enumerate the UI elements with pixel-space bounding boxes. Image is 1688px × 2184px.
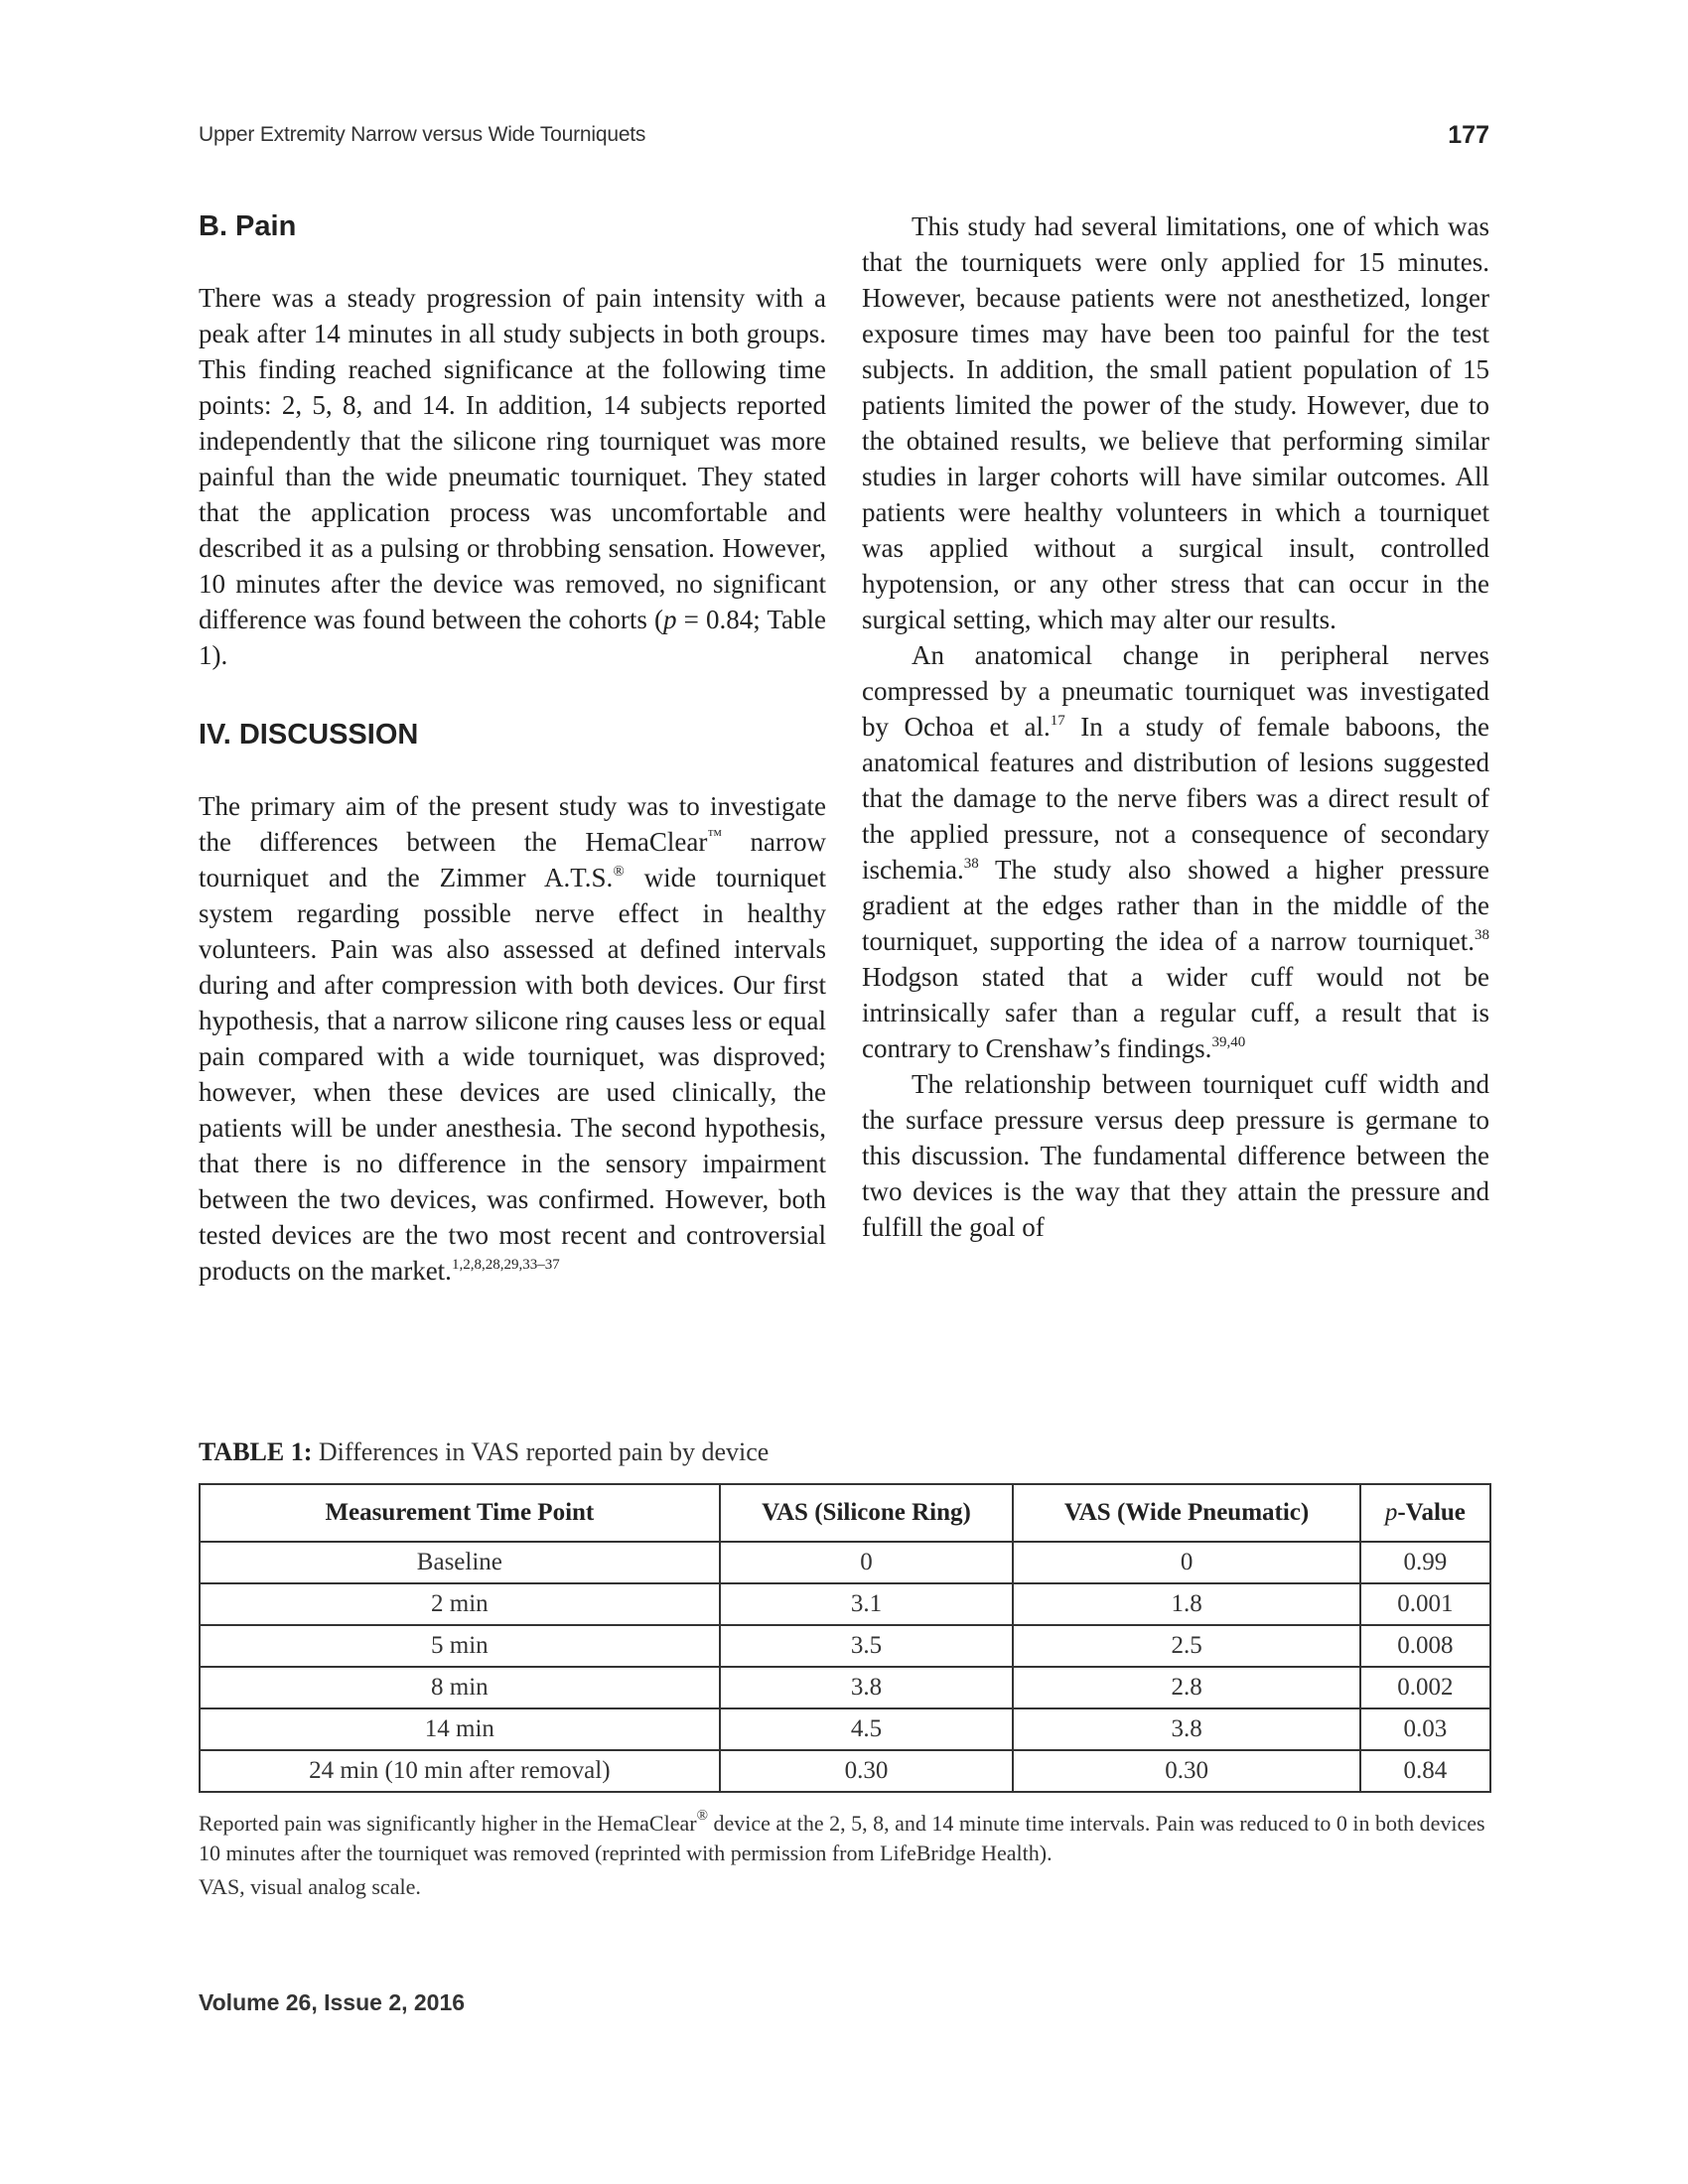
pain-text-2: = 0.84; Table 1). [199, 605, 826, 670]
citation-38b: 38 [1475, 927, 1489, 943]
table-cell: 4.5 [720, 1708, 1014, 1750]
running-title: Upper Extremity Narrow versus Wide Tourniquets [199, 123, 646, 146]
table-cell: 0.99 [1360, 1542, 1490, 1583]
table-row [200, 1583, 1490, 1625]
table-cell: 0.002 [1360, 1667, 1490, 1708]
vas-pain-table [199, 1483, 1491, 1793]
table-caption [199, 1437, 769, 1467]
note-registered-symbol: ® [696, 1808, 708, 1824]
table-row [200, 1625, 1490, 1667]
left-column [199, 208, 826, 1289]
table-note-text [199, 1809, 1499, 1868]
header-p-value [1360, 1484, 1490, 1542]
header-wide: VAS (Wide Pneumatic) [1013, 1484, 1359, 1542]
table-row [200, 1708, 1490, 1750]
p-rest: -Value [1397, 1499, 1466, 1526]
table-cell: 0 [1013, 1542, 1359, 1583]
relationship-paragraph: The relationship between tourniquet cuff width and the surface pressure versus deep pressure is germane to this discussion. The fundamental difference between the two devices is the way that they attain the pressure and fulfill the goal of [862, 1069, 1489, 1242]
discussion-text-2: narrow tourniquet and the Zimmer A.T.S. [199, 827, 827, 892]
table-cell: 24 min (10 min after removal) [200, 1750, 720, 1792]
table-cell: 0.30 [720, 1750, 1014, 1792]
anatomical-text-a: An anatomical change in peripheral nerves compressed by a pneumatic tourniquet was investigated by Ochoa et al. [862, 640, 1489, 742]
page-number: 177 [1448, 121, 1489, 149]
note-text-2: device at the 2, 5, 8, and 14 minute time intervals. Pain was reduced to 0 in both devices 10 minutes after the tourniquet was removed (reprinted with permission from LifeBridge Health). [199, 1811, 1485, 1865]
discussion-citation: 1,2,8,28,29,33–37 [451, 1257, 560, 1273]
table-row [200, 1667, 1490, 1708]
table-cell: 2.5 [1013, 1625, 1359, 1667]
note-text-1: Reported pain was significantly higher in the HemaClear [199, 1811, 697, 1836]
table-cell: 3.8 [1013, 1708, 1359, 1750]
anatomical-paragraph [862, 637, 1489, 1066]
table-cell: 14 min [200, 1708, 720, 1750]
table-cell: 2 min [200, 1583, 720, 1625]
p-symbol: p [663, 605, 677, 634]
table-row [200, 1750, 1490, 1792]
table-footnote [199, 1809, 1499, 1902]
table-cell: 3.8 [720, 1667, 1014, 1708]
discussion-text-1: The primary aim of the present study was to investigate the differences between the HemaClear [199, 791, 826, 857]
discussion-heading: IV. DISCUSSION [199, 719, 419, 751]
table-cell: 0 [720, 1542, 1014, 1583]
anatomical-text-b: In a study of female baboons, the anatomical features and distribution of lesions suggested that the damage to the nerve fibers was a direct result of the applied pressure, not a consequence of secondary ischemia. [862, 712, 1489, 885]
abbreviation-note: VAS, visual analog scale. [199, 1874, 421, 1899]
citation-38a: 38 [963, 856, 979, 872]
table-cell: 0.30 [1013, 1750, 1359, 1792]
limitations-paragraph: This study had several limitations, one of which was that the tourniquets were only applied for 15 minutes. However, because patients were not anesthetized, longer exposure times may have been too painful for the test subjects. In addition, the small patient population of 15 patients limited the power of the study. However, due to the obtained results, we believe that performing similar studies in larger cohorts will have similar outcomes. All patients were healthy volunteers in which a tourniquet was applied without a surgical insult, controlled hypotension, or any other stress that can occur in the surgical setting, which may alter our results. [862, 211, 1489, 634]
table-cell: 0.008 [1360, 1625, 1490, 1667]
table-cell: 8 min [200, 1667, 720, 1708]
table-caption-text: Differences in VAS reported pain by device [312, 1437, 770, 1466]
p-italic: p [1384, 1499, 1398, 1526]
header-time-point: Measurement Time Point [200, 1484, 720, 1542]
pain-paragraph [199, 280, 826, 673]
table-cell: 3.5 [720, 1625, 1014, 1667]
registered-symbol: ® [613, 864, 625, 880]
pain-heading: B. Pain [199, 210, 297, 242]
trademark-symbol: ™ [707, 828, 723, 844]
table-cell: 3.1 [720, 1583, 1014, 1625]
anatomical-text-d: Hodgson stated that a wider cuff would not be intrinsically safer than a regular cuff, a result that is contrary to Crenshaw’s findings. [862, 962, 1489, 1063]
discussion-paragraph [199, 788, 826, 1289]
table-header-row [200, 1484, 1490, 1542]
table-cell: 0.84 [1360, 1750, 1490, 1792]
citation-39-40: 39,40 [1211, 1034, 1246, 1050]
table-cell: 0.001 [1360, 1583, 1490, 1625]
table-caption-label: TABLE 1: [199, 1437, 313, 1466]
table-cell: 1.8 [1013, 1583, 1359, 1625]
table-cell: 5 min [200, 1625, 720, 1667]
right-column [862, 208, 1489, 1245]
volume-footer: Volume 26, Issue 2, 2016 [199, 1989, 466, 2015]
citation-17: 17 [1050, 713, 1065, 729]
table-cell: 0.03 [1360, 1708, 1490, 1750]
header-silicone: VAS (Silicone Ring) [720, 1484, 1014, 1542]
discussion-text-3: wide tourniquet system regarding possible nerve effect in healthy volunteers. Pain was also assessed at defined intervals during and after compression with both devices. Our first hypothesis, that a narrow silicone ring causes less or equal pain compared with a wide tourniquet, was disproved; however, when these devices are used clinically, the patients will be under anesthesia. The second hypothesis, that there is no difference in the sensory impairment between the two devices, was confirmed. However, both tested devices are the two most recent and controversial products on the market. [199, 863, 826, 1286]
anatomical-text-c: The study also showed a higher pressure gradient at the edges rather than in the middle of the tourniquet, supporting the idea of a narrow tourniquet. [862, 855, 1489, 956]
table-row [200, 1542, 1490, 1583]
pain-text-1: There was a steady progression of pain intensity with a peak after 14 minutes in all study subjects in both groups. This finding reached significance at the following time points: 2, 5, 8, and 14. In addition, 14 subjects reported independently that the silicone ring tourniquet was more painful than the wide pneumatic tourniquet. They stated that the application process was uncomfortable and described it as a pulsing or throbbing sensation. However, 10 minutes after the device was removed, no significant difference was found between the cohorts ( [199, 283, 826, 634]
table-cell: 2.8 [1013, 1667, 1359, 1708]
table-cell: Baseline [200, 1542, 720, 1583]
